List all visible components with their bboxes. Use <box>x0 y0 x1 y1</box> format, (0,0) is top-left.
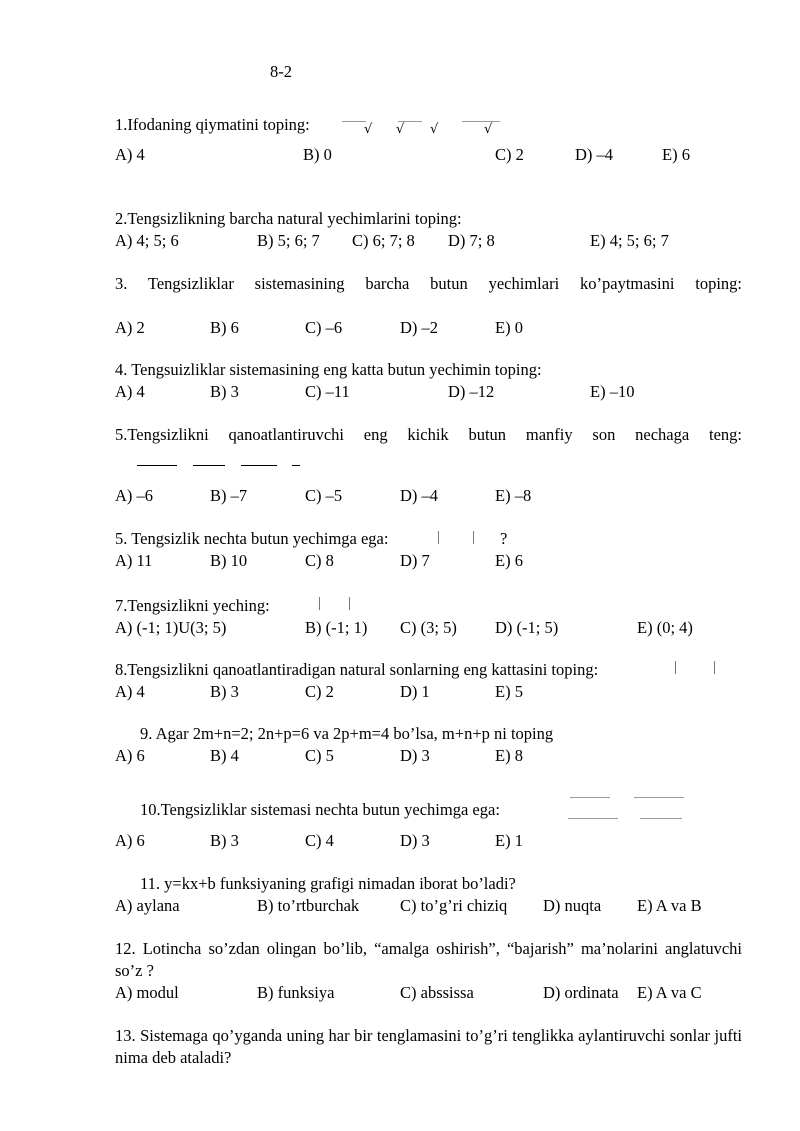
q3-option-b: B) 6 <box>210 318 239 337</box>
q2-option-d: D) 7; 8 <box>448 231 495 250</box>
q9-option-d: D) 3 <box>400 746 430 765</box>
q5-option-e: E) –8 <box>495 486 532 505</box>
abs-bar-right <box>349 597 350 610</box>
q1-option-c: C) 2 <box>495 145 524 164</box>
q9-option-e: E) 8 <box>495 746 523 765</box>
q1-option-b: B) 0 <box>303 145 332 164</box>
question-10-text: 10.Tengsizliklar sistemasi nechta butun yechimga ega: <box>140 800 500 819</box>
question-6-suffix: ? <box>500 529 508 548</box>
abs-bar-right <box>714 661 715 674</box>
q12-option-a: A) modul <box>115 983 179 1002</box>
q6-option-c: C) 8 <box>305 551 334 570</box>
q1-option-a: A) 4 <box>115 145 145 164</box>
q7-option-d: D) (-1; 5) <box>495 618 559 637</box>
abs-bar-right <box>473 531 474 544</box>
q8-option-b: B) 3 <box>210 682 239 701</box>
q7-option-c: C) (3; 5) <box>400 618 457 637</box>
q9-option-b: B) 4 <box>210 746 239 765</box>
q1-option-d: D) –4 <box>575 145 614 164</box>
q10-option-e: E) 1 <box>495 831 523 850</box>
q5-option-b: B) –7 <box>210 486 248 505</box>
q8-option-e: E) 5 <box>495 682 523 701</box>
q4-option-a: A) 4 <box>115 382 145 401</box>
q11-option-c: C) to’g’ri chiziq <box>400 896 508 915</box>
q6-option-a: A) 11 <box>115 551 153 570</box>
q2-option-e: E) 4; 5; 6; 7 <box>590 231 669 250</box>
q7-option-a: A) (-1; 1)U(3; 5) <box>115 618 227 637</box>
q4-option-e: E) –10 <box>590 382 635 401</box>
question-8-text: 8.Tengsizlikni qanoatlantiradigan natural sonlarning eng kattasini toping: <box>115 660 599 679</box>
abs-bar-left <box>438 531 439 544</box>
question-5-text: 5.Tengsizlikni qanoatlantiruvchi eng kichik butun manfiy son nechaga teng: <box>115 425 742 444</box>
q12-option-d: D) ordinata <box>543 983 619 1002</box>
q5-option-d: D) –4 <box>400 486 439 505</box>
question-12-text: 12. Lotincha so’zdan olingan bo’lib, “amalga oshirish”, “bajarish” ma’nolarini anglatuvchi so’z ? <box>115 939 742 980</box>
question-6-text: 5. Tengsizlik nechta butun yechimga ega: <box>115 529 389 548</box>
q12-option-b: B) funksiya <box>257 983 335 1002</box>
q7-option-e: E) (0; 4) <box>637 618 693 637</box>
q4-option-d: D) –12 <box>448 382 495 401</box>
q10-option-c: C) 4 <box>305 831 334 850</box>
abs-bar-left <box>319 597 320 610</box>
question-2-text: 2.Tengsizlikning barcha natural yechimlarini toping: <box>115 209 462 228</box>
q7-option-b: B) (-1; 1) <box>305 618 368 637</box>
q2-option-a: A) 4; 5; 6 <box>115 231 179 250</box>
q2-option-c: C) 6; 7; 8 <box>352 231 415 250</box>
variant-number: 8-2 <box>270 62 292 81</box>
question-4-text: 4. Tengsuizliklar sistemasining eng katta butun yechimin toping: <box>115 360 542 379</box>
q11-option-d: D) nuqta <box>543 896 602 915</box>
question-3-text: 3. Tengsizliklar sistemasining barcha butun yechimlari ko’paytmasini toping: <box>115 274 742 293</box>
q10-option-b: B) 3 <box>210 831 239 850</box>
q5-option-c: C) –5 <box>305 486 343 505</box>
question-13-text: 13. Sistemaga qo’yganda uning har bir tenglamasini to’g’ri tenglikka aylantiruvchi sonlar jufti nima deb ataladi? <box>115 1026 742 1067</box>
q3-option-d: D) –2 <box>400 318 439 337</box>
q8-option-c: C) 2 <box>305 682 334 701</box>
q11-option-e: E) A va B <box>637 896 702 915</box>
q3-option-a: A) 2 <box>115 318 145 337</box>
question-1-text: 1.Ifodaning qiymatini toping: <box>115 115 310 134</box>
q11-option-b: B) to’rtburchak <box>257 896 360 915</box>
q6-option-e: E) 6 <box>495 551 523 570</box>
q5-option-a: A) –6 <box>115 486 154 505</box>
q3-option-c: C) –6 <box>305 318 343 337</box>
q4-option-c: C) –11 <box>305 382 350 401</box>
q9-option-a: A) 6 <box>115 746 145 765</box>
q6-option-d: D) 7 <box>400 551 430 570</box>
q12-option-c: C) abssissa <box>400 983 474 1002</box>
question-11-text: 11. y=kx+b funksiyaning grafigi nimadan iborat bo’ladi? <box>140 874 516 893</box>
q4-option-b: B) 3 <box>210 382 239 401</box>
q8-option-a: A) 4 <box>115 682 145 701</box>
question-7-text: 7.Tengsizlikni yeching: <box>115 596 270 615</box>
q10-option-a: A) 6 <box>115 831 145 850</box>
q2-option-b: B) 5; 6; 7 <box>257 231 320 250</box>
question-9-text: 9. Agar 2m+n=2; 2n+p=6 va 2p+m=4 bo’lsa, m+n+p ni toping <box>140 724 554 743</box>
abs-bar-left <box>675 661 676 674</box>
q8-option-d: D) 1 <box>400 682 430 701</box>
q3-option-e: E) 0 <box>495 318 523 337</box>
q12-option-e: E) A va C <box>637 983 702 1002</box>
q9-option-c: C) 5 <box>305 746 334 765</box>
q1-option-e: E) 6 <box>662 145 690 164</box>
q11-option-a: A) aylana <box>115 896 180 915</box>
q6-option-b: B) 10 <box>210 551 248 570</box>
q10-option-d: D) 3 <box>400 831 430 850</box>
